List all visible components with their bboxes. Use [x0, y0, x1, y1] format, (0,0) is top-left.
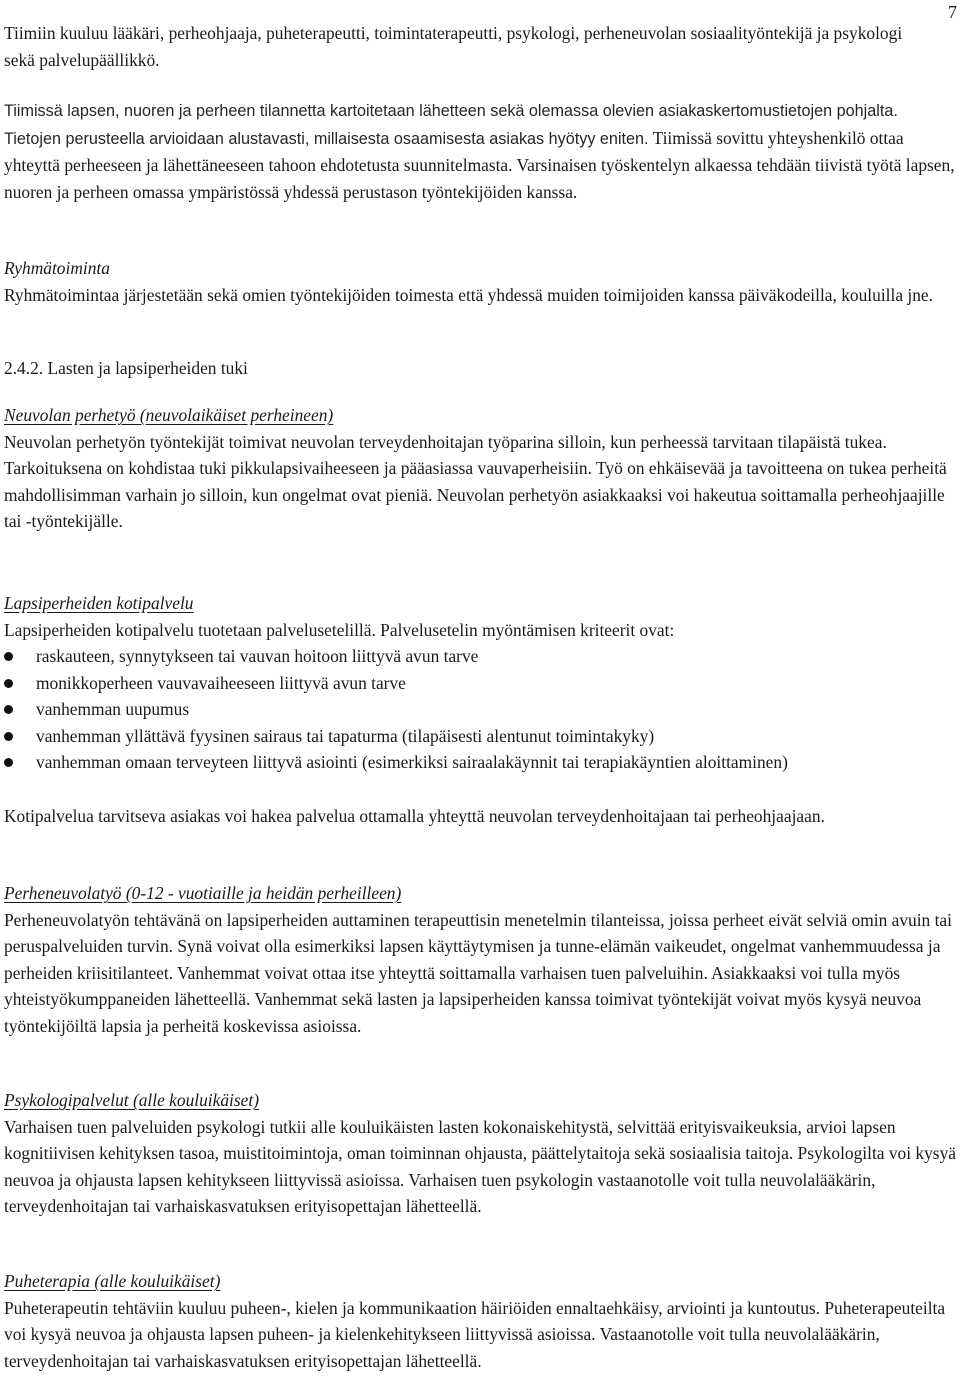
home-service-outro: Kotipalvelua tarvitseva asiakas voi hakea palvelua ottamalla yhteyttä neuvolan terveydenhoitajaan tai perheohjaajaan.: [4, 806, 825, 826]
team-process-sentence-4: Varsinaisen työskentelyn alkaessa tehdään tiivistä työtä lapsen, nuoren ja perheen omassa ympäristössä yhdessä perustason työntekijöiden kanssa.: [4, 155, 955, 202]
bullet-icon: [4, 705, 13, 714]
criteria-list: [4, 643, 956, 776]
team-process-sentence-3: Tiimissä sovittu yhteyshenkilö ottaa yhteyttä perheeseen ja lähettäneeseen tahoon ehdotetusta suunnitelmasta.: [4, 127, 904, 176]
list-item: vanhemman uupumus: [4, 696, 956, 723]
list-item: vanhemman omaan terveyteen liittyvä asiointi (esimerkiksi sairaalakäynnit tai terapiakäyntien aloittaminen): [4, 749, 956, 776]
family-work-heading: Neuvolan perhetyö (neuvolaikäiset perheineen): [4, 405, 334, 425]
group-activity-text: Ryhmätoimintaa järjestetään sekä omien työntekijöiden toimesta että yhdessä muiden toimijoiden kanssa päiväkodeilla, kouluilla jne.: [4, 284, 933, 305]
section-title: 2.4.2. Lasten ja lapsiperheiden tuki: [4, 358, 248, 378]
home-service-section: [4, 590, 956, 643]
intro-paragraph: Tiimiin kuuluu lääkäri, perheohjaaja, puheterapeutti, toimintaterapeutti, psykologi, perheneuvolan sosiaalityöntekijä ja psykologi sekä palvelupäällikkö.: [4, 23, 903, 70]
family-counseling-text: Perheneuvolatyön tehtävänä on lapsiperheiden auttaminen terapeuttisin menetelmin tilanteissa, joissa perheet eivät selviä omin avuin tai peruspalveluiden turvin. Synä voivat olla esimerkiksi lapsen käyttäytymisen ja tunne-elämän vaikeudet, ongelmat vanhemmuudessa ja perheiden kriisitilanteet. Vanhemmat voivat ottaa itse yhteyttä soittamalla varhaisen tuen palveluihin. Asiakkaaksi voi tulla myös yhteistyökumppaneiden lähetteellä. Vanhemmat sekä lasten ja lapsiperheiden kanssa toimivat työntekijät voivat myös kysyä neuvoa työntekijöiltä lapsia ja perheitä koskevissa asioissa.: [4, 909, 952, 1036]
speech-therapy-section: [4, 1268, 956, 1374]
psychology-section: [4, 1087, 956, 1220]
home-service-intro: Lapsiperheiden kotipalvelu tuotetaan palvelusetelillä. Palvelusetelin myöntämisen kriteerit ovat:: [4, 619, 675, 640]
bullet-icon: [4, 732, 13, 741]
bullet-icon: [4, 758, 13, 767]
team-process-sentence-2: Tietojen perusteella arvioidaan alustavasti, millaisesta osaamisesta asiakas hyötyy eniten.: [4, 129, 649, 148]
list-item: raskauteen, synnytykseen tai vauvan hoitoon liittyvä avun tarve: [4, 643, 956, 670]
bullet-icon: [4, 652, 13, 661]
psychology-heading: Psykologipalvelut (alle kouluikäiset): [4, 1090, 259, 1110]
list-item: monikkoperheen vauvavaiheeseen liittyvä avun tarve: [4, 670, 956, 697]
group-activity-section: [4, 255, 956, 308]
family-work-section: [4, 402, 956, 535]
speech-therapy-text: Puheterapeutin tehtäviin kuuluu puheen-, kielen ja kommunikaation häiriöiden ennaltaehkäisy, arviointi ja kuntoutus. Puheterapeuteilta voi kysyä neuvoa ja ohjausta lapsen puheen- ja kielenkehitykseen liittyvissä asioissa. Vastaanotolle voit tulla neuvolalääkärin, terveydenhoitajan tai varhaiskasvatuksen erityisopettajan lähetteellä.: [4, 1297, 946, 1371]
list-item: vanhemman yllättävä fyysinen sairaus tai tapaturma (tilapäisesti alentunut toimintakyky): [4, 723, 956, 750]
home-service-heading: Lapsiperheiden kotipalvelu: [4, 593, 194, 613]
team-process-sentence-1: Tiimissä lapsen, nuoren ja perheen tilannetta kartoitetaan lähetteen sekä olemassa olevien asiakaskertomustietojen pohjalta.: [4, 102, 898, 120]
team-process-paragraph: [4, 97, 956, 205]
family-counseling-section: [4, 880, 956, 1040]
bullet-icon: [4, 679, 13, 688]
speech-therapy-heading: Puheterapia (alle kouluikäiset): [4, 1271, 221, 1291]
family-counseling-heading: Perheneuvolatyö (0-12 - vuotiaille ja heidän perheilleen): [4, 883, 402, 903]
psychology-text: Varhaisen tuen palveluiden psykologi tutkii alle kouluikäisten lasten kokonaiskehitystä, selvittää erityisvaikeuksia, arvioi lapsen kognitiivisen kehityksen tasoa, muistitoimintoja, oman toiminnan ohjausta, päättelytaitoja sekä sosiaalisia taitoja. Psykologilta voi kysyä neuvoa ja ohjausta lapsen kehitykseen liittyvissä asioissa. Varhaisen tuen psykologin vastaanotolle voit tulla neuvolalääkärin, terveydenhoitajan tai varhaiskasvatuksen erityisopettajan lähetteellä.: [4, 1116, 956, 1217]
family-work-text: Neuvolan perhetyön työntekijät toimivat neuvolan terveydenhoitajan työparina silloin, kun perheessä tarvitaan tilapäistä tukea. Tarkoituksena on kohdistaa tuki pikkulapsivaiheeseen ja pääasiassa vauvaperheisiin. Työ on ehkäisevää ja tavoitteena on tukea perheitä mahdollisimman varhain jo silloin, kun ongelmat ovat pieniä. Neuvolan perhetyön asiakkaaksi voi hakeutua soittamalla perheohjaajille tai -työntekijälle.: [4, 431, 947, 532]
page-number: 7: [948, 2, 957, 22]
group-activity-heading: Ryhmätoiminta: [4, 258, 110, 278]
